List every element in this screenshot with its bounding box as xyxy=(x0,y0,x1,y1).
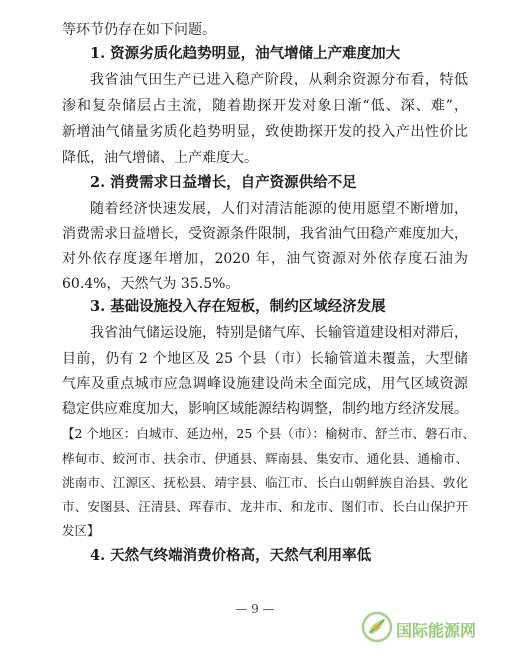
section-3-line-3: 气库及重点城市应急调峰设施建设尚未全面完成，用气区域资源 xyxy=(62,376,468,392)
section-3-list-line-5: 发区】 xyxy=(62,523,100,538)
page-number: — 9 — xyxy=(235,602,275,616)
watermark-text: 国际能源网 xyxy=(396,621,477,640)
section-3-list-line-2: 桦甸市、蛟河市、扶余市、伊通县、辉南县、集安市、通化县、通榆市、 xyxy=(62,451,468,466)
section-1-heading: 1. 资源劣质化趋势明显，油气增储上产难度加大 xyxy=(90,45,401,62)
section-3-list-line-4: 市、安图县、汪清县、珲春市、龙井市、和龙市、图们市、长白山保护开 xyxy=(62,499,468,514)
section-4-heading: 4. 天然气终端消费价格高，天然气利用率低 xyxy=(90,547,372,564)
section-1-line-3: 新增油气储量劣质化趋势明显，致使勘探开发的投入产出性价比 xyxy=(62,124,468,140)
section-2-line-4: 60.4%，天然气为 35.5%。 xyxy=(62,276,240,292)
section-2-line-2: 消费需求日益增长，受资源条件限制，我省油气田稳产难度加大， xyxy=(62,226,468,242)
section-3-heading: 3. 基础设施投入存在短板，制约区域经济发展 xyxy=(90,298,386,315)
intro-line: 等环节仍存在如下问题。 xyxy=(62,22,216,38)
section-3-line-2: 目前，仍有 2 个地区及 25 个县（市）长输管道未覆盖，大型储 xyxy=(62,351,468,367)
section-1-line-2: 渗和复杂储层占主流，随着勘探开发对象日渐“低、深、难”， xyxy=(62,98,468,114)
energy-network-logo-icon xyxy=(360,610,394,644)
watermark xyxy=(360,608,488,646)
section-2-line-1: 随着经济快速发展，人们对清洁能源的使用愿望不断增加， xyxy=(90,201,468,217)
section-2-line-3: 对外依存度逐年增加，2020 年，油气资源对外依存度石油为 xyxy=(62,251,468,267)
section-3-list-line-3: 洮南市、江源区、抚松县、靖宇县、临江市、长白山朝鲜族自治县、敦化 xyxy=(62,475,468,490)
section-1-line-4: 降低，油气增储、上产难度大。 xyxy=(62,150,258,166)
section-3-line-4: 稳定供应难度加大，影响区域能源结构调整，制约地方经济发展。 xyxy=(62,401,468,417)
section-2-heading: 2. 消费需求日益增长，自产资源供给不足 xyxy=(90,174,357,191)
section-3-list-line-1: 【2 个地区：白城市、延边州，25 个县（市）：榆树市、舒兰市、磐石市、 xyxy=(62,426,476,441)
section-1-line-1: 我省油气田生产已进入稳产阶段，从剩余资源分布看，特低 xyxy=(90,72,468,88)
section-3-line-1: 我省油气储运设施，特别是储气库、长输管道建设相对滞后， xyxy=(90,325,468,341)
